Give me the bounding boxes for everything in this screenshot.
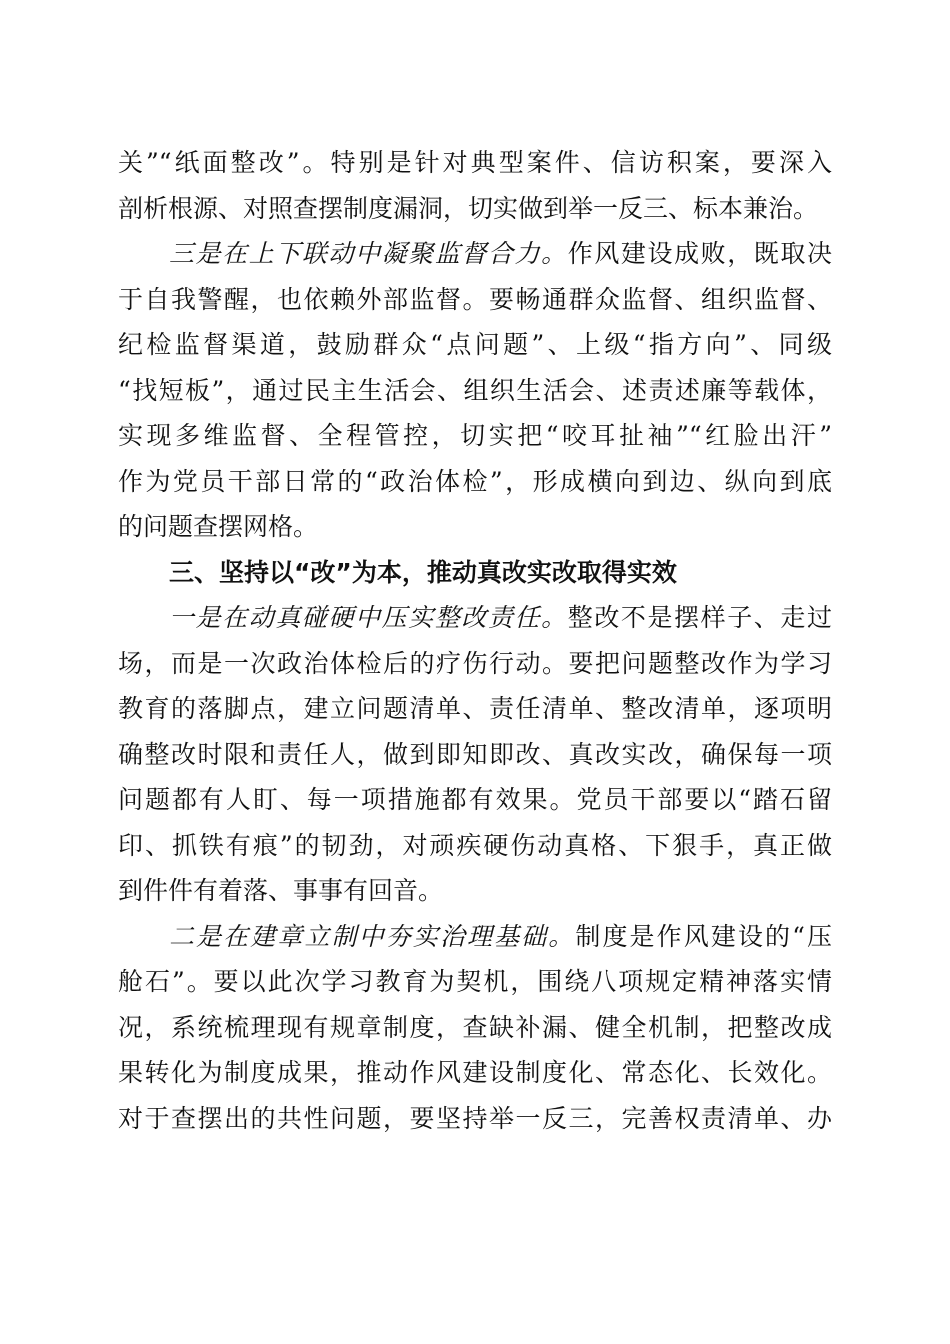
text-line: 果转化为制度成果，推动作风建设制度化、常态化、长效化。 — [118, 1058, 832, 1087]
text-line: 场，而是一次政治体检后的疗伤行动。要把问题整改作为学习 — [118, 648, 832, 678]
text-line: 教育的落脚点，建立问题清单、责任清单、整改清单，逐项明 — [118, 694, 832, 723]
text-span: 整改不是摆样子、走过 — [567, 603, 832, 632]
section-heading: 三、坚持以“改”为本，推动真改实改取得实效 — [169, 557, 677, 587]
text-line: 纪检监督渠道，鼓励群众“点问题”、上级“指方向”、同级 — [118, 330, 832, 359]
text-line — [118, 914, 832, 960]
paragraph-institutions — [118, 914, 832, 1142]
paragraph-continuation — [118, 140, 832, 231]
text-line: 确整改时限和责任人，做到即知即改、真改实改，确保每一项 — [118, 739, 832, 769]
text-line — [118, 231, 832, 277]
text-line: 剖析根源、对照查摆制度漏洞，切实做到举一反三、标本兼治。 — [118, 193, 819, 223]
text-line: 到件件有着落、事事有回音。 — [118, 876, 444, 905]
text-line — [118, 595, 832, 641]
paragraph-rectification — [118, 595, 832, 914]
document-page — [118, 140, 832, 1141]
paragraph-lead: 二是在建章立制中夯实治理基础。 — [169, 921, 576, 951]
paragraph-supervision — [118, 231, 832, 550]
text-line: 的问题查摆网格。 — [118, 512, 319, 541]
text-line: 关”“纸面整改”。特别是针对典型案件、信访积案，要深入 — [118, 148, 832, 177]
text-span: 制度是作风建设的“压 — [575, 921, 832, 951]
text-line: 舱石”。要以此次学习教育为契机，围绕八项规定精神落实情 — [118, 967, 832, 996]
text-line: 实现多维监督、全程管控，切实把“咬耳扯袖”“红脸出汗” — [118, 421, 832, 450]
paragraph-lead: 一是在动真碰硬中压实整改责任。 — [169, 603, 568, 632]
text-line: 对于查摆出的共性问题，要坚持举一反三，完善权责清单、办 — [118, 1103, 832, 1133]
paragraph-lead: 三是在上下联动中凝聚监督合力。 — [169, 239, 568, 268]
text-span: 作风建设成败，既取决 — [567, 239, 832, 268]
text-line: 于自我警醒，也依赖外部监督。要畅通群众监督、组织监督、 — [118, 284, 832, 314]
text-line: 问题都有人盯、每一项措施都有效果。党员干部要以“踏石留 — [118, 785, 832, 814]
text-line: 况，系统梳理现有规章制度，查缺补漏、健全机制，把整改成 — [118, 1012, 832, 1042]
text-line: 作为党员干部日常的“政治体检”，形成横向到边、纵向到底 — [118, 466, 832, 496]
text-line: 印、抓铁有痕”的韧劲，对顽疾硬伤动真格、下狠手，真正做 — [118, 830, 832, 860]
text-line: “找短板”，通过民主生活会、组织生活会、述责述廉等载体， — [118, 375, 832, 405]
